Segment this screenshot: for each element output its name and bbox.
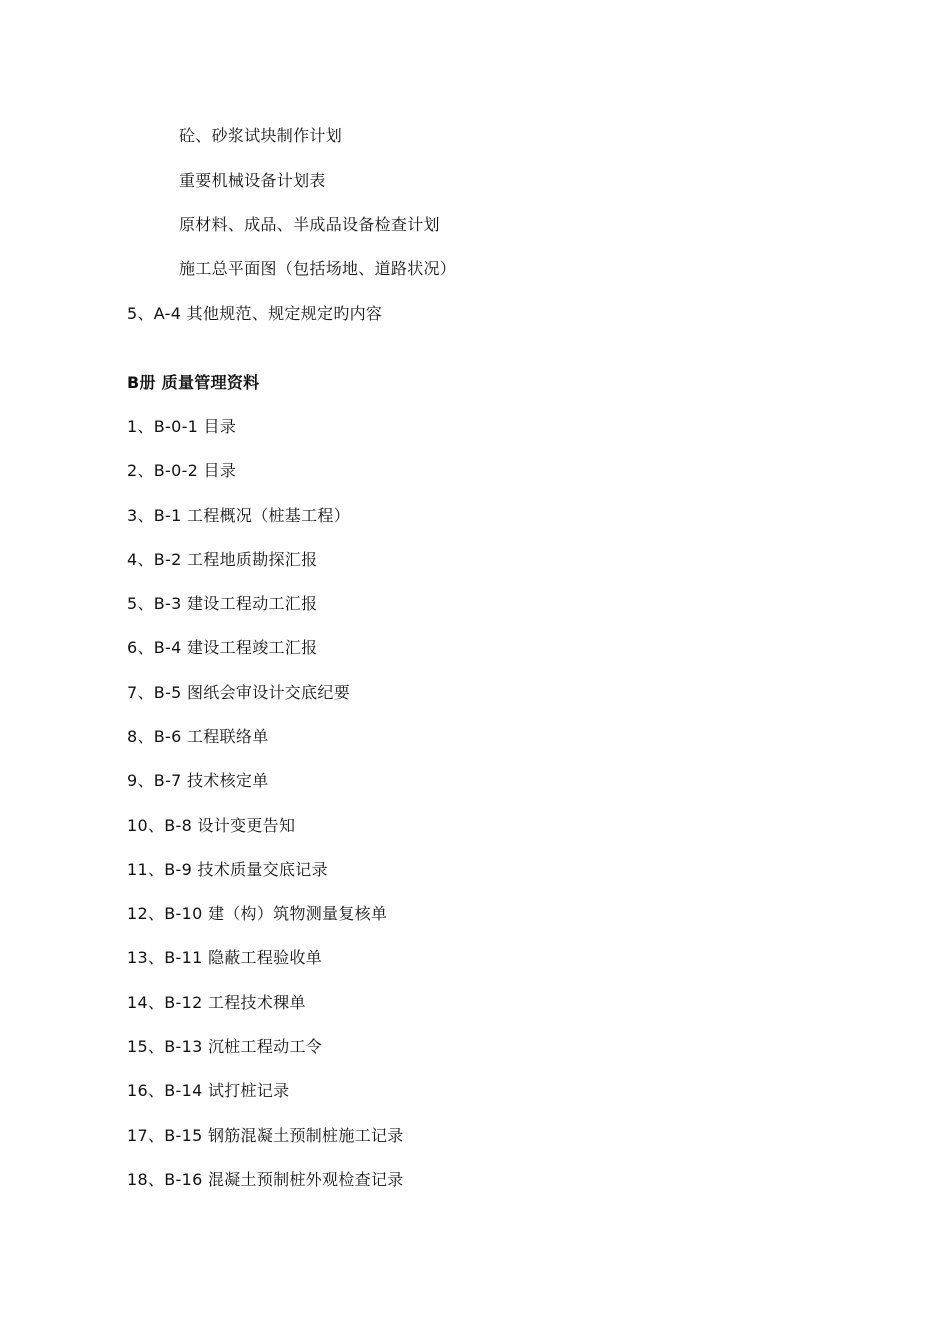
list-item: 1、B-0-1 目录 xyxy=(127,417,237,436)
list-item: 12、B-10 建（构）筑物测量复核单 xyxy=(127,904,388,923)
a-section-item-5: 5、A-4 其他规范、规定规定旳内容 xyxy=(127,304,383,323)
list-item: 15、B-13 沉桩工程动工令 xyxy=(127,1037,323,1056)
list-item: 18、B-16 混凝土预制桩外观检查记录 xyxy=(127,1170,404,1189)
list-item: 10、B-8 设计变更告知 xyxy=(127,816,296,835)
b-section-heading: B册 质量管理资料 xyxy=(127,373,260,392)
list-item: 4、B-2 工程地质勘探汇报 xyxy=(127,550,318,569)
list-item: 6、B-4 建设工程竣工汇报 xyxy=(127,638,318,657)
list-item: 3、B-1 工程概况（桩基工程） xyxy=(127,506,350,525)
list-item: 16、B-14 试打桩记录 xyxy=(127,1081,290,1100)
list-item: 5、B-3 建设工程动工汇报 xyxy=(127,594,318,613)
list-item: 11、B-9 技术质量交底记录 xyxy=(127,860,328,879)
continued-item-concrete-mortar-test-block-plan: 砼、砂浆试块制作计划 xyxy=(179,126,343,145)
list-item: 14、B-12 工程技术稞单 xyxy=(127,993,306,1012)
continued-item-materials-inspection-plan: 原材料、成品、半成品设备检查计划 xyxy=(179,215,440,234)
continued-item-site-plan: 施工总平面图（包括场地、道路状况） xyxy=(179,259,457,278)
list-item: 17、B-15 钢筋混凝土预制桩施工记录 xyxy=(127,1126,404,1145)
list-item: 13、B-11 隐蔽工程验收单 xyxy=(127,948,323,967)
list-item: 7、B-5 图纸会审设计交底纪要 xyxy=(127,683,350,702)
list-item: 2、B-0-2 目录 xyxy=(127,461,237,480)
list-item: 9、B-7 技术核定单 xyxy=(127,771,269,790)
list-item: 8、B-6 工程联络单 xyxy=(127,727,269,746)
continued-item-major-machinery-plan: 重要机械设备计划表 xyxy=(179,171,326,190)
